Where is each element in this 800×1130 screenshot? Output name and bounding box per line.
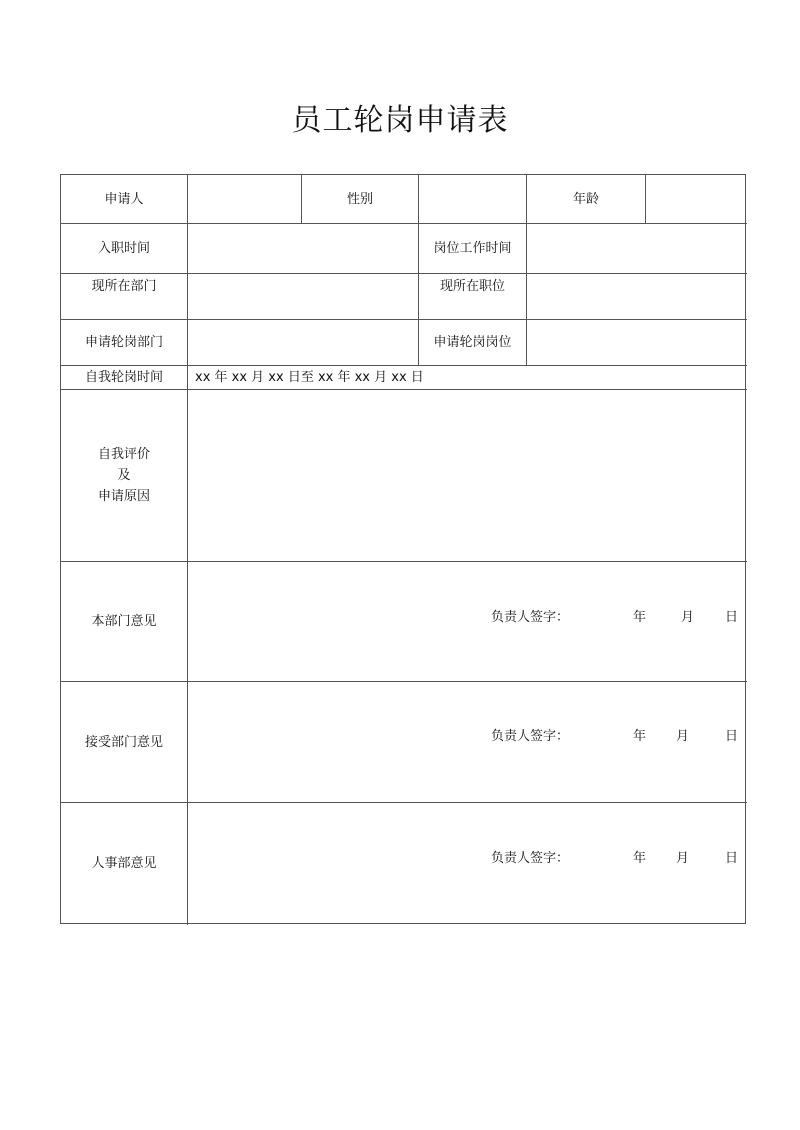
position-tenure-field[interactable] [527,224,747,273]
target-dept-field[interactable] [188,320,418,365]
receiving-year-label: 年 [633,729,647,744]
dept-opinion-field[interactable] [188,562,747,681]
receiving-month-label: 月 [676,729,690,744]
age-field[interactable] [646,175,747,223]
receiving-signature-label: 负责人签字： [491,729,570,744]
hr-opinion-label: 人事部意见 [91,855,157,871]
rotation-application-form [60,174,746,924]
hr-year-label: 年 [633,851,647,866]
current-position-field[interactable] [527,274,747,319]
hr-signature-label: 负责人签字： [491,851,570,866]
applicant-field[interactable] [188,175,301,223]
hr-day-label: 日 [725,851,739,866]
applicant-label: 申请人 [104,191,144,207]
current-position-label: 现所在职位 [439,278,505,294]
age-label: 年龄 [572,191,599,207]
hire-date-label: 入职时间 [97,241,150,256]
target-position-label: 申请轮岗岗位 [433,335,512,350]
hr-month-label: 月 [676,851,690,866]
self-eval-line-3: 申请原因 [97,489,150,504]
target-position-field[interactable] [527,320,747,365]
rotation-period-label: 自我轮岗时间 [84,370,163,385]
dept-month-label: 月 [681,610,695,625]
hire-date-field[interactable] [188,224,418,273]
position-tenure-label: 岗位工作时间 [433,241,512,256]
dept-year-label: 年 [633,610,647,625]
receiving-dept-opinion-label: 接受部门意见 [84,734,163,750]
receiving-day-label: 日 [725,729,739,744]
self-eval-line-2: 及 [117,468,131,483]
form-title: 员工轮岗申请表 [291,103,509,138]
self-eval-line-1: 自我评价 [97,447,150,462]
hr-opinion-field[interactable] [188,803,747,923]
gender-field[interactable] [419,175,526,223]
dept-opinion-label: 本部门意见 [91,614,157,629]
dept-signature-label: 负责人签字： [491,610,570,625]
rotation-period-value[interactable]: xx 年 xx 月 xx 日至 xx 年 xx 月 xx 日 [195,370,424,385]
self-evaluation-label [61,390,187,561]
gender-label: 性别 [346,191,373,207]
self-evaluation-field[interactable] [188,390,747,561]
current-dept-field[interactable] [188,274,418,319]
current-dept-label: 现所在部门 [91,278,157,294]
receiving-dept-opinion-field[interactable] [188,682,747,802]
target-dept-label: 申请轮岗部门 [84,335,163,350]
dept-day-label: 日 [725,610,739,625]
